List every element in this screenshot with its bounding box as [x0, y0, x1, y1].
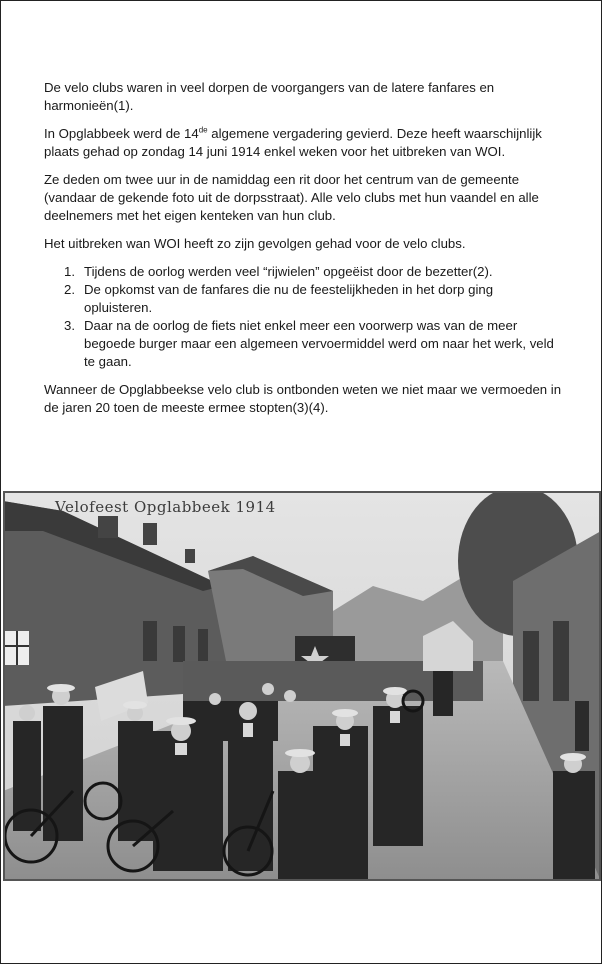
historic-photo: [3, 491, 601, 881]
paragraph-assembly-text-b: algemene vergadering gevierd. Deze heeft waarschijnlijk plaats gehad op zondag 14 juni 1914 enkel weken voor het uitbreken van WOI.: [44, 126, 542, 159]
list-number: 2.: [64, 282, 75, 297]
list-item: [64, 263, 564, 281]
list-item: [64, 317, 564, 371]
consequences-list: [44, 263, 564, 371]
body-text: [44, 79, 564, 427]
ordinal-superscript: de: [198, 125, 208, 135]
list-text: Tijdens de oorlog werden veel “rijwielen” opgeëist door de bezetter(2).: [84, 264, 493, 279]
list-text: Daar na de oorlog de fiets niet enkel meer een voorwerp was van de meer begoede burger maar een algemeen vervoermiddel werd om naar het werk, veld te gaan.: [84, 318, 554, 369]
paragraph-war: Het uitbreken wan WOI heeft zo zijn gevolgen gehad voor de velo clubs.: [44, 236, 466, 251]
paragraph-assembly-text-a: In Opglabbeek werd de 14: [44, 126, 199, 141]
list-number: 3.: [64, 318, 75, 333]
list-text: De opkomst van de fanfares die nu de feestelijkheden in het dorp ging opluisteren.: [84, 282, 494, 315]
list-number: 1.: [64, 264, 75, 279]
photo-caption: Velofeest Opglabbeek 1914: [55, 498, 276, 516]
paragraph-assembly: [44, 125, 564, 161]
paragraph-ride: Ze deden om twee uur in de namiddag een rit door het centrum van de gemeente (vandaar de gekende foto uit de dorpsstraat). Alle velo clubs met hun vaandel en alle deelnemers met het eigen kenteken van hun club.: [44, 172, 539, 223]
paragraph-intro: De velo clubs waren in veel dorpen de voorgangers van de latere fanfares en harmonieën(1).: [44, 80, 495, 113]
list-item: [64, 281, 564, 317]
street-parade-illustration: [3, 491, 601, 881]
paragraph-closing: Wanneer de Opglabbeekse velo club is ontbonden weten we niet maar we vermoeden in de jaren 20 toen de meeste ermee stopten(3)(4).: [44, 382, 562, 415]
